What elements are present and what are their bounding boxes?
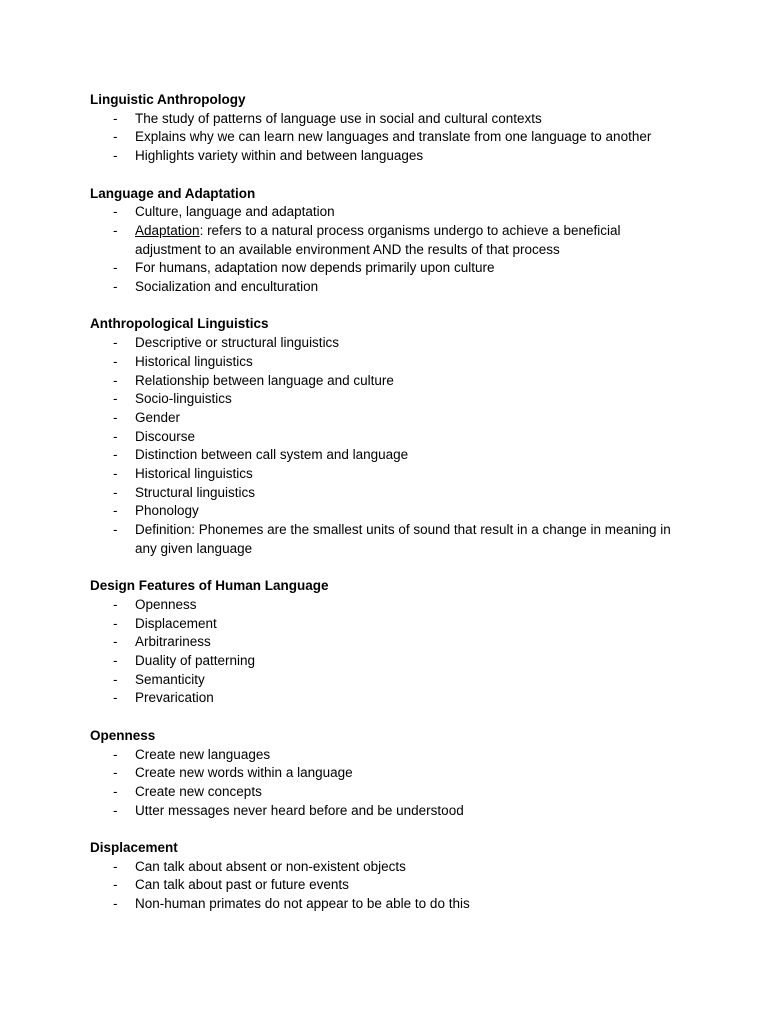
list-item — [90, 465, 690, 484]
section-language-and-adaptation — [90, 185, 690, 297]
list-item — [90, 746, 690, 765]
list-item-text: Discourse — [135, 428, 196, 444]
list-item — [90, 876, 690, 895]
list-item-text: Phonology — [135, 503, 199, 519]
list-item-text: Non-human primates do not appear to be able to do this — [135, 896, 470, 912]
list-item — [90, 372, 690, 391]
list-item-text: Can talk about absent or non-existent objects — [135, 858, 406, 874]
section-heading: Displacement — [90, 840, 178, 856]
bullet-dash: - — [113, 279, 118, 295]
bullet-dash: - — [113, 671, 118, 687]
list-item-text: : refers to a natural process organisms undergo to achieve a beneficial adjustment to an available environment AND the results of that process — [135, 222, 621, 257]
section-heading: Linguistic Anthropology — [90, 92, 246, 107]
list-item — [90, 446, 690, 465]
bullet-dash: - — [113, 148, 118, 164]
section-displacement — [90, 839, 690, 914]
list-item — [90, 671, 690, 690]
list-item-text: Semanticity — [135, 671, 205, 687]
list-item — [90, 783, 690, 802]
list-item-text: Openness — [135, 596, 197, 612]
list-item — [90, 858, 690, 877]
bullet-dash: - — [113, 653, 118, 669]
section-design-features — [90, 577, 690, 708]
bullet-dash: - — [113, 372, 118, 388]
section-linguistic-anthropology — [90, 91, 690, 166]
list-item — [90, 334, 690, 353]
list-item — [90, 428, 690, 447]
list-item — [90, 596, 690, 615]
list-item — [90, 147, 690, 166]
section-anthropological-linguistics — [90, 315, 690, 558]
bullet-list — [90, 334, 690, 558]
bullet-dash: - — [113, 615, 118, 631]
section-heading: Design Features of Human Language — [90, 578, 329, 594]
list-item — [90, 521, 690, 558]
list-item — [90, 278, 690, 297]
bullet-dash: - — [113, 503, 118, 519]
list-item — [90, 390, 690, 409]
list-item-text: Explains why we can learn new languages and translate from one language to another — [135, 129, 652, 145]
bullet-list — [90, 858, 690, 914]
list-item-text: Distinction between call system and language — [135, 447, 409, 463]
bullet-dash: - — [113, 222, 118, 238]
list-item — [90, 502, 690, 521]
section-heading: Anthropological Linguistics — [90, 316, 269, 332]
list-item-text: Can talk about past or future events — [135, 877, 349, 893]
list-item — [90, 802, 690, 821]
bullet-dash: - — [113, 409, 118, 425]
bullet-list — [90, 203, 690, 297]
bullet-dash: - — [113, 204, 118, 220]
bullet-dash: - — [113, 690, 118, 706]
bullet-dash: - — [113, 746, 118, 762]
list-item-text: Definition: Phonemes are the smallest units of sound that result in a change in meaning in any given language — [135, 522, 671, 556]
list-item-text: Utter messages never heard before and be understood — [135, 802, 464, 818]
bullet-dash: - — [113, 596, 118, 612]
bullet-dash: - — [113, 858, 118, 874]
list-item-text: Highlights variety within and between languages — [135, 148, 424, 164]
list-item — [90, 409, 690, 428]
list-item-text: Create new concepts — [135, 783, 262, 799]
list-item — [90, 110, 690, 129]
list-item — [90, 652, 690, 671]
bullet-dash: - — [113, 466, 118, 482]
document-page — [90, 91, 690, 933]
list-item-text: Descriptive or structural linguistics — [135, 335, 340, 351]
bullet-dash: - — [113, 877, 118, 893]
list-item-text: Arbitrariness — [135, 634, 211, 650]
bullet-list — [90, 596, 690, 708]
list-item — [90, 203, 690, 222]
list-item — [90, 633, 690, 652]
list-item — [90, 259, 690, 278]
bullet-dash: - — [113, 522, 118, 538]
list-item-text: Duality of patterning — [135, 653, 256, 669]
list-item-text: Relationship between language and culture — [135, 372, 394, 388]
bullet-dash: - — [113, 447, 118, 463]
list-item-text: Culture, language and adaptation — [135, 204, 335, 220]
bullet-list — [90, 746, 690, 821]
list-item-text: Structural linguistics — [135, 484, 256, 500]
list-item — [90, 484, 690, 503]
bullet-dash: - — [113, 129, 118, 145]
bullet-dash: - — [113, 260, 118, 276]
list-item-text: Create new words within a language — [135, 765, 353, 781]
bullet-dash: - — [113, 783, 118, 799]
bullet-list — [90, 110, 690, 166]
list-item — [90, 222, 690, 259]
list-item-text: Create new languages — [135, 746, 271, 762]
section-heading: Openness — [90, 727, 156, 743]
bullet-dash: - — [113, 335, 118, 351]
list-item-text: Historical linguistics — [135, 466, 253, 482]
list-item — [90, 615, 690, 634]
bullet-dash: - — [113, 110, 118, 126]
list-item-text: Socio-linguistics — [135, 391, 232, 407]
list-item — [90, 353, 690, 372]
list-item — [90, 128, 690, 147]
list-item-text: The study of patterns of language use in social and cultural contexts — [135, 110, 542, 126]
list-item-text: Socialization and enculturation — [135, 279, 319, 295]
underlined-term: Adaptation — [135, 222, 200, 238]
list-item-text: Displacement — [135, 615, 217, 631]
list-item — [90, 895, 690, 914]
bullet-dash: - — [113, 634, 118, 650]
bullet-dash: - — [113, 391, 118, 407]
list-item-text: Historical linguistics — [135, 353, 253, 369]
list-item — [90, 689, 690, 708]
list-item — [90, 764, 690, 783]
bullet-dash: - — [113, 428, 118, 444]
bullet-dash: - — [113, 802, 118, 818]
bullet-dash: - — [113, 353, 118, 369]
bullet-dash: - — [113, 765, 118, 781]
section-openness — [90, 727, 690, 821]
bullet-dash: - — [113, 896, 118, 912]
section-heading: Language and Adaptation — [90, 185, 256, 201]
list-item-text: Prevarication — [135, 690, 214, 706]
list-item-text: Gender — [135, 409, 181, 425]
list-item-text: For humans, adaptation now depends primarily upon culture — [135, 260, 495, 276]
bullet-dash: - — [113, 484, 118, 500]
